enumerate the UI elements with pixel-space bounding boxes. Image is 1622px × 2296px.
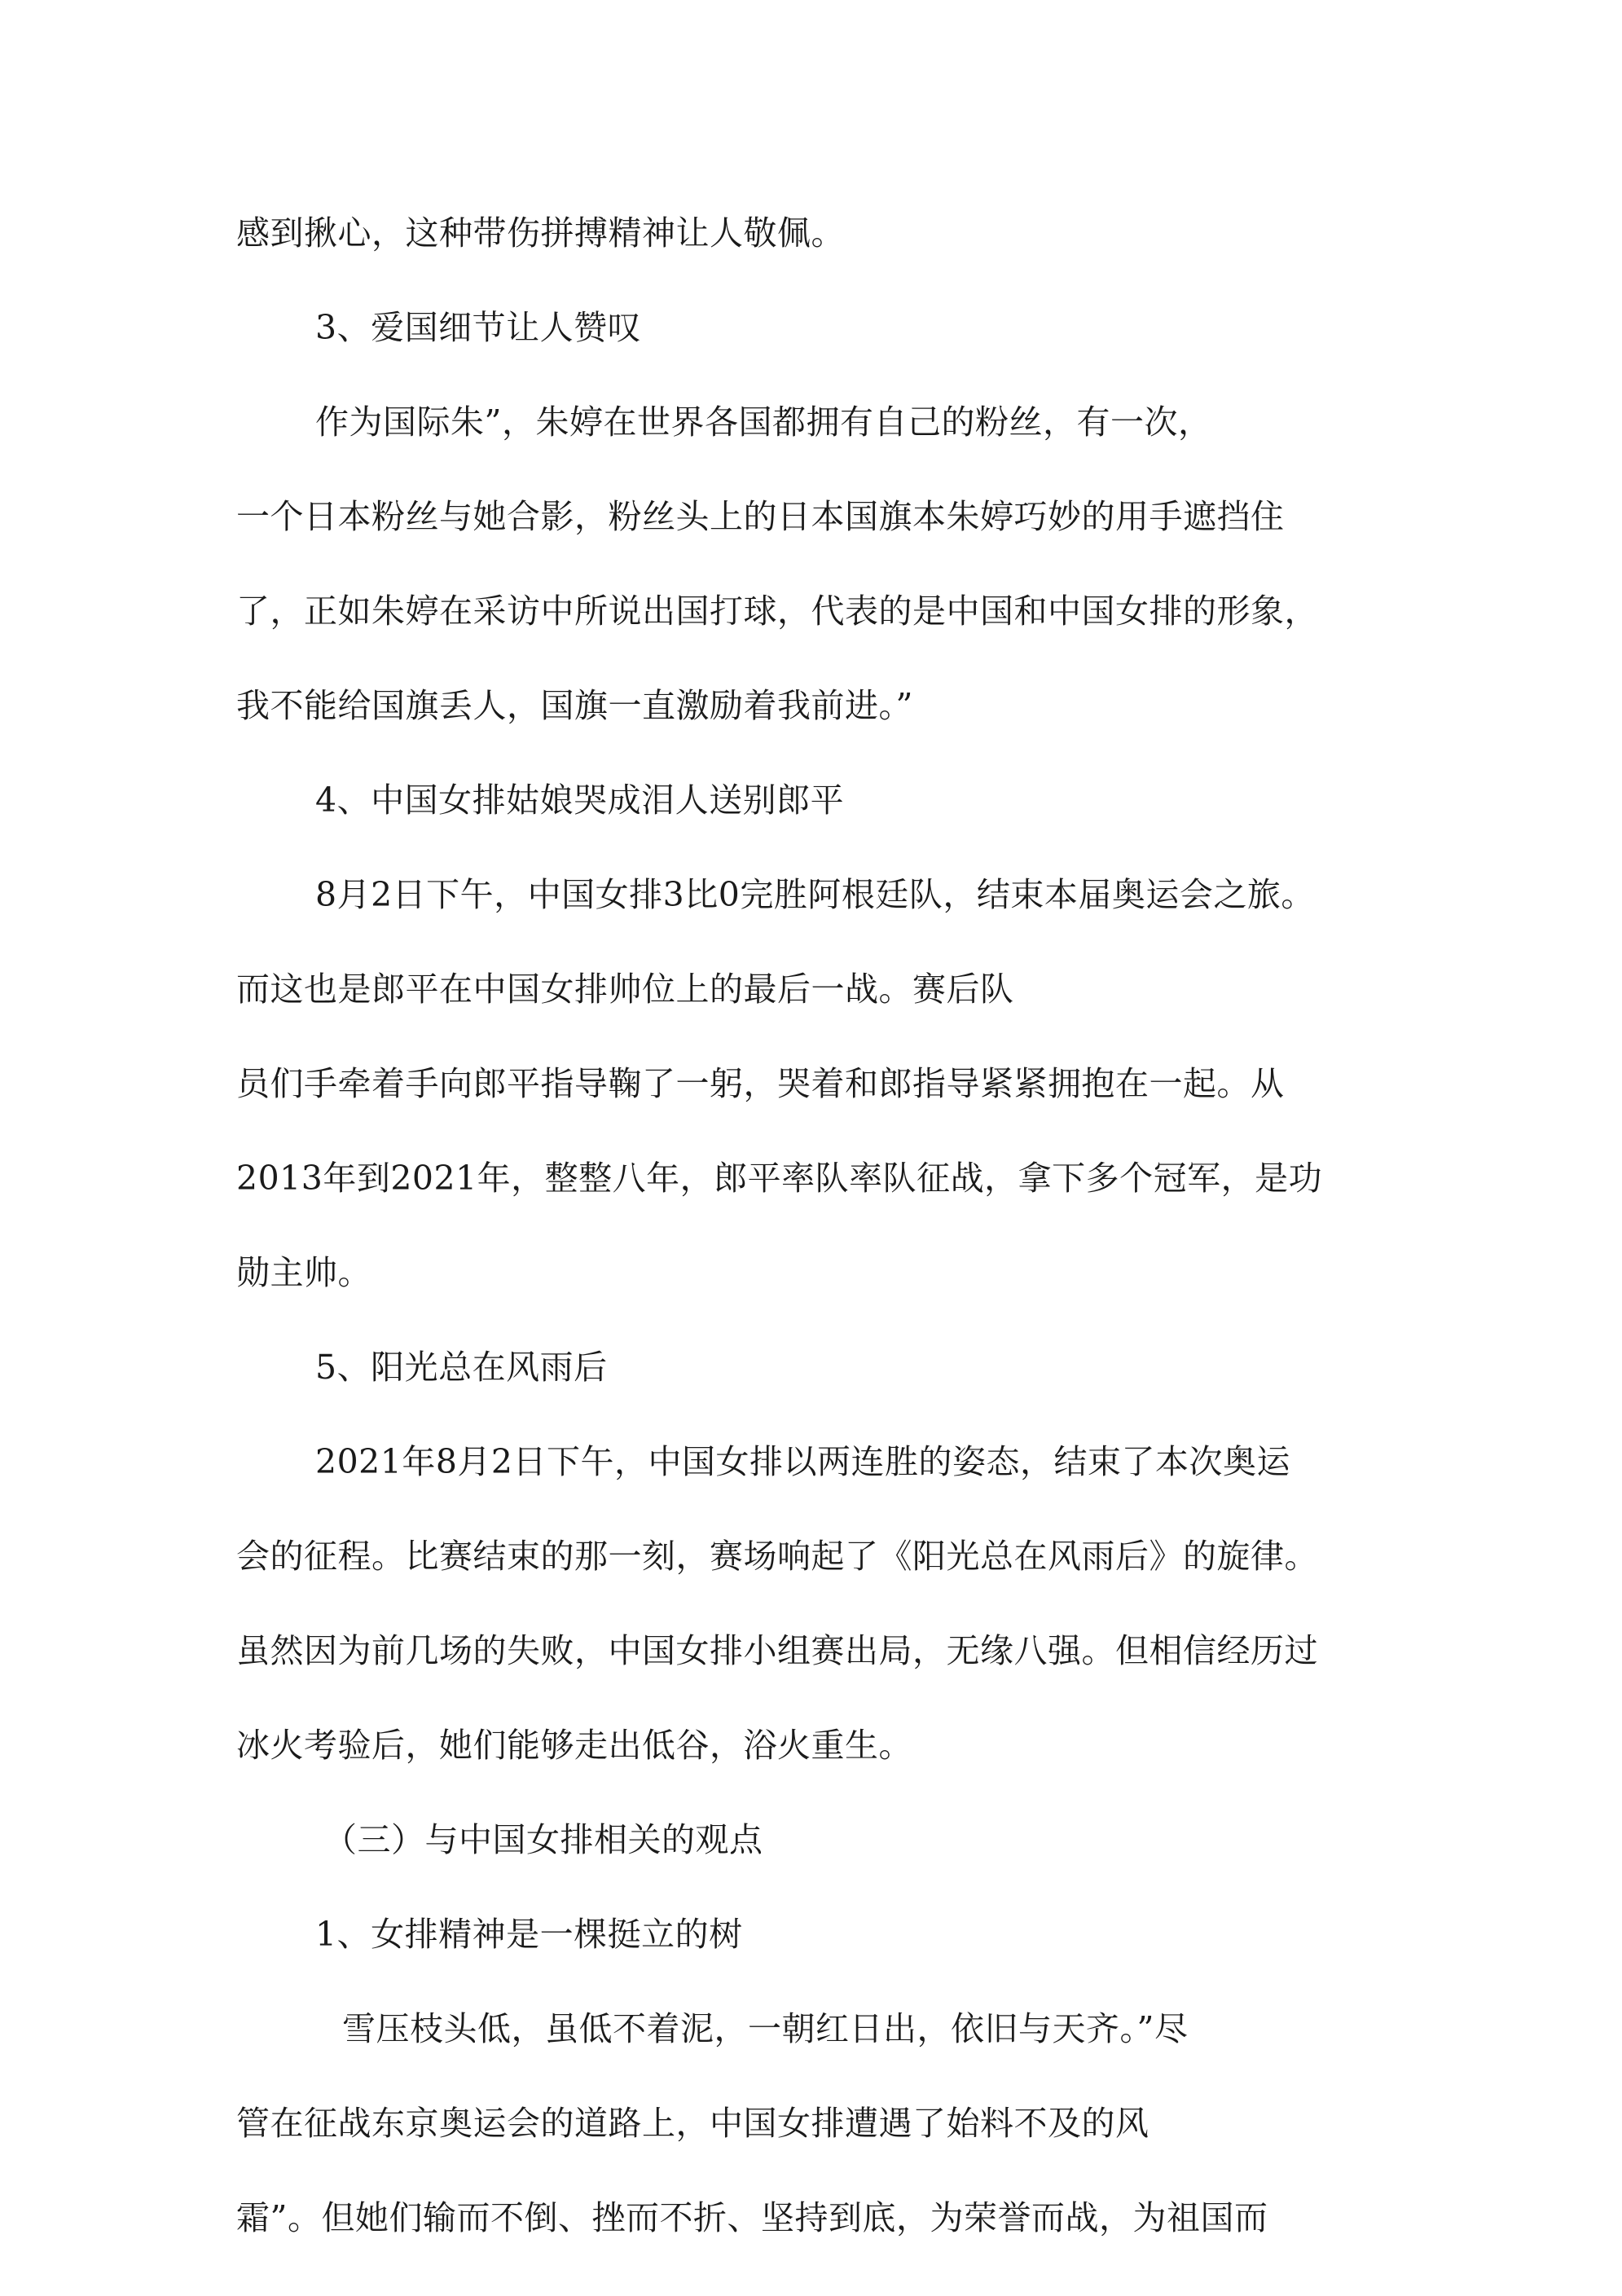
- section-heading: 5、阳光总在风雨后: [315, 1348, 608, 1387]
- text-line: 管在征战东京奥运会的道路上，中国女排遭遇了始料不及的风: [236, 2104, 1149, 2143]
- text-line: 员们手牵着手向郎平指导鞠了一躬，哭着和郎指导紧紧拥抱在一起。从: [236, 1064, 1285, 1103]
- section-heading: （三）与中国女排相关的观点: [323, 1820, 763, 1859]
- text-line: 会的征程。比赛结束的那一刻，赛场响起了《阳光总在风雨后》的旋律。: [236, 1537, 1318, 1576]
- text-line: 虽然因为前几场的失败，中国女排小组赛出局，无缘八强。但相信经历过: [236, 1631, 1318, 1670]
- section-heading: 3、爱国细节让人赞叹: [315, 308, 642, 347]
- text-line: 2021年8月2日下午，中国女排以两连胜的姿态，结束了本次奥运: [315, 1442, 1291, 1481]
- text-line: 了，正如朱婷在采访中所说出国打球，代表的是中国和中国女排的形象，: [236, 592, 1318, 631]
- text-line: 而这也是郎平在中国女排帅位上的最后一战。赛后队: [236, 970, 1014, 1009]
- text-line: 冰火考验后，她们能够走出低谷，浴火重生。: [236, 1726, 912, 1765]
- text-line: 8月2日下午，中国女排3比0完胜阿根廷队，结束本届奥运会之旅。: [315, 875, 1315, 914]
- text-line: 感到揪心，这种带伤拼搏精神让人敬佩。: [236, 213, 845, 253]
- section-heading: 1、女排精神是一棵挺立的树: [315, 1915, 743, 1954]
- text-line: 勋主帅。: [236, 1253, 371, 1292]
- text-line: 雪压枝头低，虽低不着泥，一朝红日出，依旧与天齐。”尽: [342, 2009, 1189, 2048]
- section-heading: 4、中国女排姑娘哭成泪人送别郎平: [315, 781, 845, 820]
- text-line: 作为国际朱”，朱婷在世界各国都拥有自己的粉丝，有一次，: [315, 402, 1212, 442]
- text-line: 我不能给国旗丢人，国旗一直激励着我前进。”: [236, 686, 913, 725]
- text-line: 2013年到2021年，整整八年，郎平率队率队征战，拿下多个冠军，是功: [236, 1159, 1323, 1198]
- text-line: 霜”。但她们输而不倒、挫而不折、坚持到底，为荣誉而战，为祖国而: [236, 2198, 1268, 2237]
- text-line: 一个日本粉丝与她合影，粉丝头上的日本国旗本朱婷巧妙的用手遮挡住: [236, 497, 1285, 536]
